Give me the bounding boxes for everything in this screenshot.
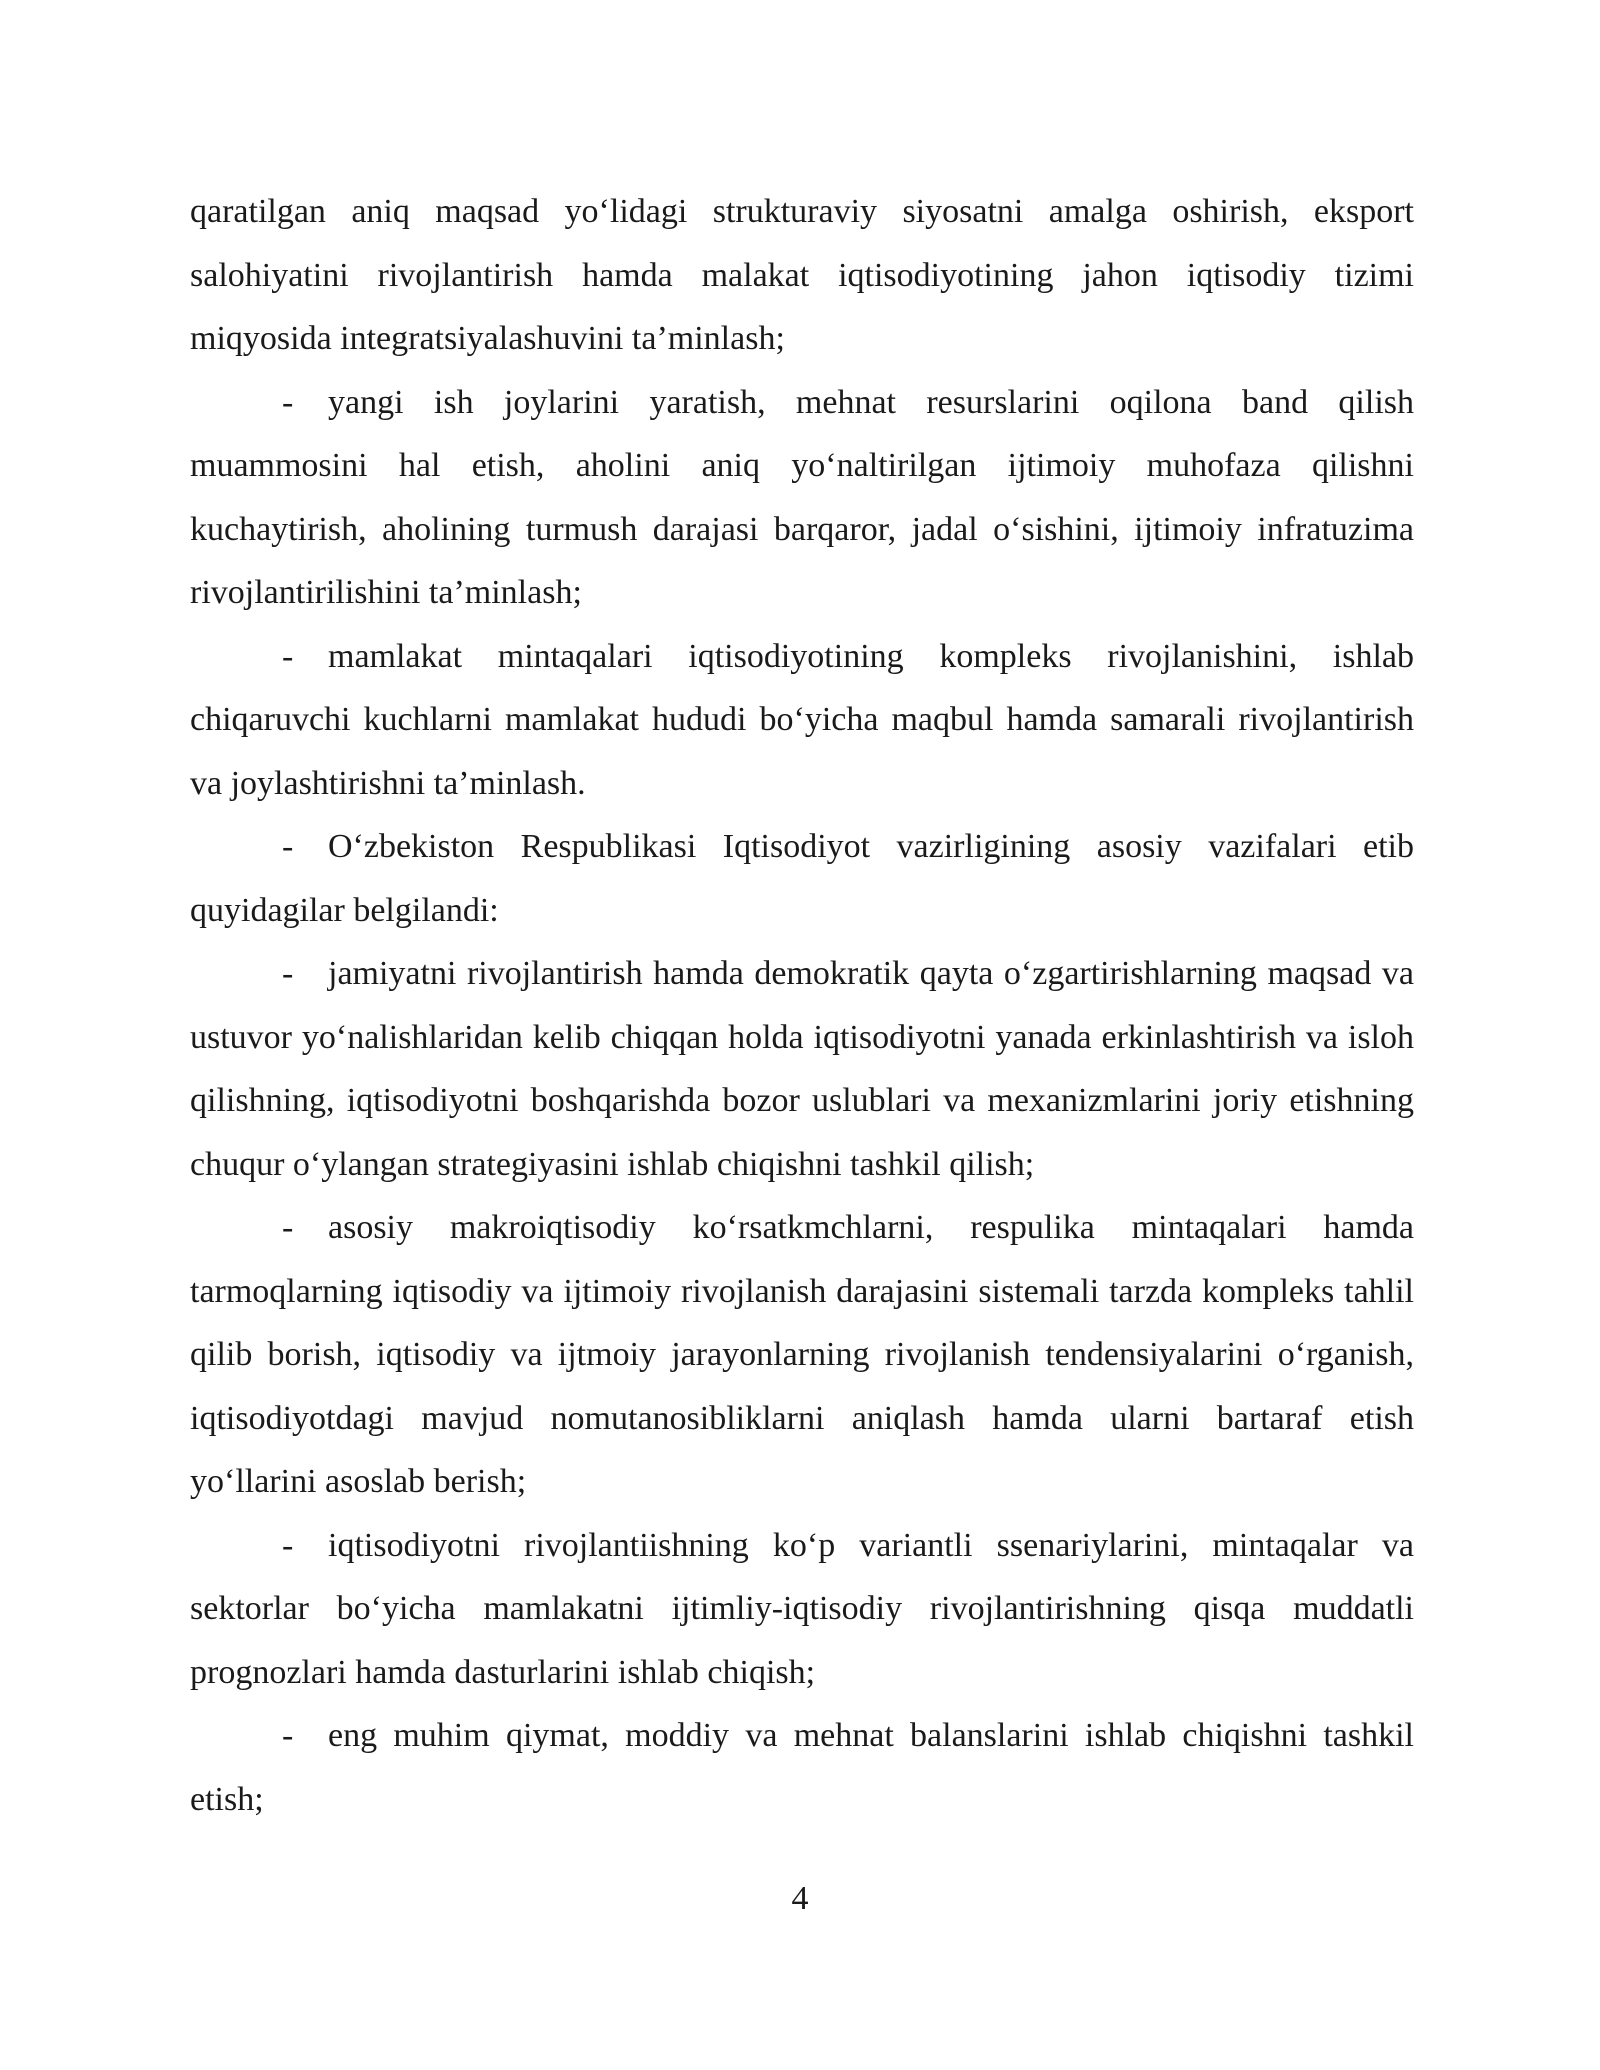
list-item-text: O‘zbekiston Respublikasi Iqtisodiyot vazirligining asosiy vazifalari etib quyidagilar belgilandi: [190,828,1414,929]
bullet-dash: - [282,1717,294,1754]
list-item-text: yangi ish joylarini yaratish, mehnat resurslarini oqilona band qilish muammosini hal etish, aholini aniq yo‘naltirilgan ijtimoiy muhofaza qilishni kuchaytirish, aholining turmush darajasi barqaror, jadal o‘sishini, ijtimoiy infratuzima rivojlantirilishini ta’minlash; [190,383,1414,611]
continuation-paragraph: qaratilgan aniq maqsad yo‘lidagi strukturaviy siyosatni amalga oshirish, eksport salohiyatini rivojlantirish hamda malakat iqtisodiyotining jahon iqtisodiy tizimi miqyosida integratsiyalashuvini ta’minlash; [190,193,1414,357]
list-item [190,1514,1414,1705]
list-item [190,815,1414,942]
list-item [190,371,1414,625]
bullet-dash: - [282,1526,294,1564]
document-page [190,180,1414,1831]
list-item-text: eng muhim qiymat, moddiy va mehnat balanslarini ishlab chiqishni tashkil etish; [190,1717,1414,1818]
list-item [190,625,1414,816]
list-item-text: iqtisodiyotni rivojlantiishning ko‘p variantli ssenariylarini, mintaqalar va sektorlar bo‘yicha mamlakatni ijtimliy-iqtisodiy rivojlantirishning qisqa muddatli prognozlari hamda dasturlarini ishlab chiqish; [190,1526,1414,1691]
list-item [190,942,1414,1196]
list-item [190,1196,1414,1514]
list-item-text: jamiyatni rivojlantirish hamda demokratik qayta o‘zgartirishlarning maqsad va ustuvor yo‘nalishlaridan kelib chiqqan holda iqtisodiyotni yanada erkinlashtirish va isloh qilishning, iqtisodiyotni boshqarishda bozor uslublari va mexanizmlarini joriy etishning chuqur o‘ylangan strategiyasini ishlab chiqishni tashkil qilish; [190,955,1414,1183]
bullet-dash: - [282,828,294,865]
list-item-text: mamlakat mintaqalari iqtisodiyotining kompleks rivojlanishini, ishlab chiqaruvchi kuchlarni mamlakat hududi bo‘yicha maqbul hamda samarali rivojlantirish va joylashtirishni ta’minlash. [190,637,1414,802]
bullet-dash: - [282,1209,294,1246]
page-number: 4 [791,1880,809,1917]
list-item-text: asosiy makroiqtisodiy ko‘rsatkmchlarni, respulika mintaqalari hamda tarmoqlarning iqtisodiy va ijtimoiy rivojlanish darajasini sistemali tarzda kompleks tahlil qilib borish, iqtisodiy va ijtmoiy jarayonlarning rivojlanish tendensiyalarini o‘rganish, iqtisodiyotdagi mavjud nomutanosibliklarni aniqlash hamda ularni bartaraf etish yo‘llarini asoslab berish; [190,1209,1414,1500]
list-item [190,1704,1414,1831]
bullet-dash: - [282,383,294,421]
bullet-dash: - [282,637,294,675]
bullet-dash: - [282,955,294,992]
